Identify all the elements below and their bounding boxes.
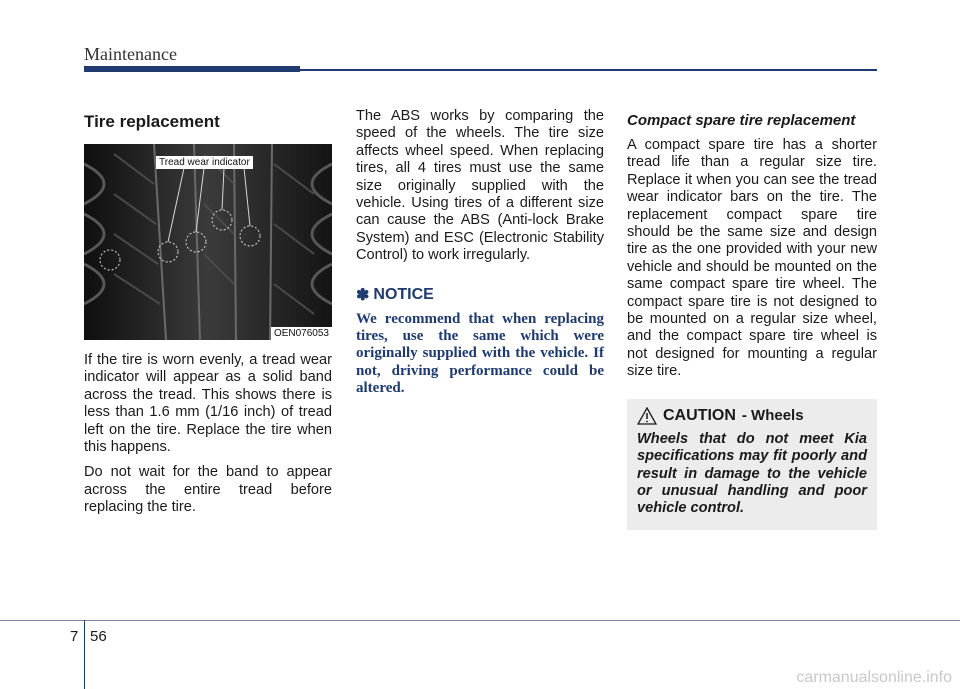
header-bar-thin <box>300 69 877 71</box>
caution-box <box>627 399 877 530</box>
figure-code: OEN076053 <box>271 327 332 340</box>
paragraph-compact-spare: A compact spare tire has a shorter tread life than a regular size tire. Replace it when you can see the tread wear indicator bars on the tire. The replacement compact spare tire should be the same size and design tire as the one provided with your new vehicle and should be mounted on the same compact spare tire wheel. The compact spare tire is not designed to be mounted on a regular size wheel, and the compact spare tire wheel is not designed for mounting a regular size tire. <box>627 137 877 380</box>
notice-body: We recommend that when replacing tires, use the same which were originally supplied with the vehicle. If not, driving performance could be altered. <box>356 310 604 397</box>
tire-tread-illustration <box>84 144 332 340</box>
paragraph-do-not-wait: Do not wait for the band to appear across the entire tread before replacing the tire. <box>84 464 332 516</box>
page-header-title: Maintenance <box>84 44 177 64</box>
header-bar-thick <box>84 66 300 72</box>
chapter-number: 7 <box>70 628 79 645</box>
notice-star-icon: ✽ <box>356 286 370 304</box>
paragraph-wear-indicator: If the tire is worn evenly, a tread wear indicator will appear as a solid band across the tread. This shows there is less than 1.6 mm (1/16 inch) of tread left on the tire. Replace the tire when this happens. <box>84 352 332 456</box>
watermark: carmanualsonline.info <box>796 669 952 686</box>
notice-title: NOTICE <box>373 285 434 303</box>
paragraph-abs: The ABS works by comparing the speed of the wheels. The tire size affects wheel speed. When replacing tires, all 4 tires must use the same size originally supplied with the vehicle. Using tires of a different size can cause the ABS (Anti-lock Brake System) and ESC (Electronic Stability Control) to work irregularly. <box>356 108 604 264</box>
column-2 <box>356 108 604 398</box>
caution-subtitle: - Wheels <box>741 407 804 425</box>
caution-heading <box>637 407 867 425</box>
column-3 <box>627 108 877 530</box>
caution-body: Wheels that do not meet Kia specifications may fit poorly and result in damage to the vehicle or unusual handling and poor vehicle control. <box>637 430 867 517</box>
page-number: 56 <box>90 628 107 645</box>
footer-vertical-divider <box>84 620 85 689</box>
footer-divider-line <box>0 620 960 621</box>
caution-title: CAUTION <box>663 406 736 424</box>
column-1 <box>84 108 332 525</box>
subheading-compact-spare: Compact spare tire replacement <box>627 112 856 129</box>
tire-tread-figure <box>84 144 332 340</box>
section-title-tire-replacement: Tire replacement <box>84 112 220 131</box>
notice-heading <box>356 285 604 305</box>
warning-triangle-icon <box>637 407 657 425</box>
figure-callout-label: Tread wear indicator <box>156 156 253 169</box>
